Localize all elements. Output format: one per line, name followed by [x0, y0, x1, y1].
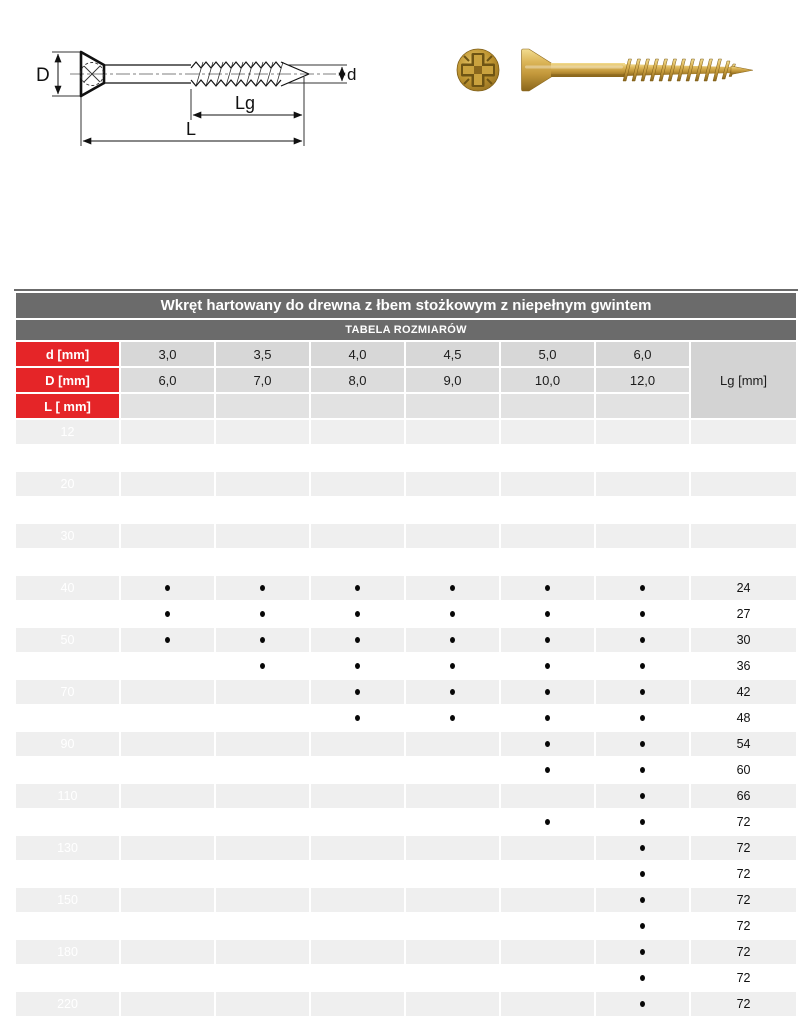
- availability-cell: [216, 654, 309, 678]
- length-label-cell: 200: [16, 966, 119, 990]
- availability-cell: [311, 966, 404, 990]
- availability-cell: [121, 992, 214, 1016]
- table-row: [16, 940, 796, 964]
- availability-dot-icon: [640, 715, 645, 721]
- availability-cell: [121, 836, 214, 860]
- header-L-label: L [ mm]: [16, 394, 119, 418]
- availability-cell: [311, 472, 404, 496]
- table-row: [16, 914, 796, 938]
- d-value-cell: 3,5: [216, 342, 309, 366]
- availability-dot-icon: [640, 663, 645, 669]
- availability-cell: [596, 992, 689, 1016]
- table-row: [16, 810, 796, 834]
- availability-dot-icon: [545, 663, 550, 669]
- table-row: [16, 836, 796, 860]
- availability-dot-icon: [355, 715, 360, 721]
- availability-cell: [121, 810, 214, 834]
- availability-cell: [121, 784, 214, 808]
- lg-value-cell: 42: [691, 680, 796, 704]
- availability-dot-icon: [165, 611, 170, 617]
- availability-cell: [501, 680, 594, 704]
- availability-dot-icon: [355, 611, 360, 617]
- availability-cell: [216, 446, 309, 470]
- availability-cell: [121, 758, 214, 782]
- availability-cell: [121, 914, 214, 938]
- availability-cell: [596, 654, 689, 678]
- availability-cell: [406, 810, 499, 834]
- lg-value-cell: 66: [691, 784, 796, 808]
- availability-cell: [216, 576, 309, 600]
- availability-cell: [406, 680, 499, 704]
- availability-cell: [216, 680, 309, 704]
- availability-dot-icon: [260, 585, 265, 591]
- availability-dot-icon: [260, 663, 265, 669]
- table-row: [16, 550, 796, 574]
- lg-value-cell: [691, 420, 796, 444]
- availability-cell: [121, 576, 214, 600]
- availability-cell: [406, 992, 499, 1016]
- length-label-cell: 100: [16, 758, 119, 782]
- availability-cell: [311, 836, 404, 860]
- availability-cell: [406, 550, 499, 574]
- size-table: [14, 291, 798, 1018]
- availability-dot-icon: [640, 585, 645, 591]
- availability-cell: [216, 940, 309, 964]
- header-lg-label: Lg [mm]: [691, 342, 796, 418]
- availability-cell: [596, 914, 689, 938]
- length-label-cell: 220: [16, 992, 119, 1016]
- table-row: [16, 888, 796, 912]
- availability-cell: [501, 524, 594, 548]
- table-row: [16, 628, 796, 652]
- length-label-cell: 160: [16, 914, 119, 938]
- availability-cell: [406, 498, 499, 522]
- availability-cell: [121, 862, 214, 886]
- availability-cell: [501, 784, 594, 808]
- availability-cell: [501, 628, 594, 652]
- length-label-cell: 50: [16, 628, 119, 652]
- length-label-cell: 90: [16, 732, 119, 756]
- screw-head-front-view: [457, 49, 499, 91]
- length-label-cell: 35: [16, 550, 119, 574]
- table-row: [16, 706, 796, 730]
- availability-dot-icon: [450, 611, 455, 617]
- availability-dot-icon: [450, 663, 455, 669]
- availability-dot-icon: [640, 767, 645, 773]
- availability-cell: [216, 810, 309, 834]
- length-label-cell: 130: [16, 836, 119, 860]
- availability-cell: [406, 654, 499, 678]
- availability-cell: [121, 498, 214, 522]
- availability-cell: [121, 628, 214, 652]
- dim-label-d: d: [347, 65, 357, 84]
- availability-cell: [121, 732, 214, 756]
- availability-cell: [311, 732, 404, 756]
- availability-cell: [216, 628, 309, 652]
- availability-dot-icon: [355, 585, 360, 591]
- availability-cell: [406, 758, 499, 782]
- availability-cell: [216, 862, 309, 886]
- length-label-cell: 70: [16, 680, 119, 704]
- size-table-head: [16, 293, 796, 418]
- availability-cell: [406, 836, 499, 860]
- availability-cell: [406, 524, 499, 548]
- availability-cell: [596, 836, 689, 860]
- availability-dot-icon: [545, 741, 550, 747]
- lg-value-cell: 54: [691, 732, 796, 756]
- availability-cell: [501, 810, 594, 834]
- table-row: [16, 654, 796, 678]
- availability-cell: [596, 550, 689, 574]
- D-value-cell: 7,0: [216, 368, 309, 392]
- availability-cell: [596, 420, 689, 444]
- table-row: [16, 992, 796, 1016]
- screw-side-view: [522, 49, 754, 91]
- availability-dot-icon: [640, 793, 645, 799]
- availability-cell: [216, 472, 309, 496]
- length-label-cell: 45: [16, 602, 119, 626]
- availability-cell: [406, 966, 499, 990]
- availability-cell: [216, 498, 309, 522]
- d-value-cell: 4,0: [311, 342, 404, 366]
- availability-dot-icon: [640, 611, 645, 617]
- lg-value-cell: 72: [691, 836, 796, 860]
- availability-dot-icon: [640, 871, 645, 877]
- table-row: [16, 784, 796, 808]
- availability-cell: [406, 862, 499, 886]
- availability-cell: [596, 706, 689, 730]
- availability-cell: [311, 602, 404, 626]
- dim-label-D: D: [36, 65, 50, 86]
- availability-cell: [501, 732, 594, 756]
- availability-cell: [311, 654, 404, 678]
- availability-dot-icon: [545, 637, 550, 643]
- availability-cell: [311, 940, 404, 964]
- length-label-cell: 110: [16, 784, 119, 808]
- lg-value-cell: [691, 472, 796, 496]
- availability-cell: [311, 420, 404, 444]
- lg-value-cell: 72: [691, 914, 796, 938]
- availability-cell: [216, 732, 309, 756]
- availability-cell: [406, 940, 499, 964]
- D-value-cell: 10,0: [501, 368, 594, 392]
- availability-cell: [596, 862, 689, 886]
- availability-dot-icon: [640, 923, 645, 929]
- lg-value-cell: 30: [691, 628, 796, 652]
- availability-cell: [501, 420, 594, 444]
- availability-dot-icon: [450, 585, 455, 591]
- length-label-cell: 16: [16, 446, 119, 470]
- availability-cell: [311, 498, 404, 522]
- availability-cell: [596, 602, 689, 626]
- lg-value-cell: [691, 498, 796, 522]
- availability-cell: [311, 550, 404, 574]
- availability-cell: [596, 498, 689, 522]
- availability-cell: [121, 550, 214, 574]
- availability-cell: [406, 888, 499, 912]
- availability-cell: [501, 602, 594, 626]
- dim-label-L: L: [186, 119, 197, 139]
- table-subtitle: TABELA ROZMIARÓW: [16, 320, 796, 340]
- availability-cell: [216, 784, 309, 808]
- lg-value-cell: 27: [691, 602, 796, 626]
- availability-cell: [216, 758, 309, 782]
- length-label-cell: 20: [16, 472, 119, 496]
- availability-cell: [596, 784, 689, 808]
- availability-cell: [501, 758, 594, 782]
- availability-cell: [121, 680, 214, 704]
- availability-cell: [311, 862, 404, 886]
- D-value-cell: 12,0: [596, 368, 689, 392]
- availability-dot-icon: [260, 637, 265, 643]
- availability-cell: [501, 914, 594, 938]
- table-row: [16, 602, 796, 626]
- availability-cell: [216, 836, 309, 860]
- availability-cell: [596, 680, 689, 704]
- availability-cell: [121, 524, 214, 548]
- availability-dot-icon: [640, 975, 645, 981]
- d-value-cell: 4,5: [406, 342, 499, 366]
- availability-cell: [216, 602, 309, 626]
- availability-cell: [406, 628, 499, 652]
- table-row: [16, 420, 796, 444]
- length-label-cell: 140: [16, 862, 119, 886]
- availability-cell: [406, 732, 499, 756]
- table-title: Wkręt hartowany do drewna z łbem stożkowym z niepełnym gwintem: [16, 293, 796, 318]
- availability-dot-icon: [640, 949, 645, 955]
- availability-cell: [596, 446, 689, 470]
- availability-dot-icon: [355, 663, 360, 669]
- availability-dot-icon: [545, 767, 550, 773]
- availability-cell: [121, 706, 214, 730]
- availability-cell: [501, 888, 594, 912]
- availability-cell: [311, 810, 404, 834]
- length-label-cell: 150: [16, 888, 119, 912]
- availability-cell: [121, 420, 214, 444]
- availability-dot-icon: [165, 585, 170, 591]
- availability-cell: [121, 446, 214, 470]
- availability-cell: [501, 862, 594, 886]
- availability-cell: [501, 992, 594, 1016]
- availability-dot-icon: [640, 689, 645, 695]
- availability-cell: [406, 784, 499, 808]
- table-row: [16, 680, 796, 704]
- length-label-cell: 25: [16, 498, 119, 522]
- availability-cell: [596, 524, 689, 548]
- lg-value-cell: 72: [691, 888, 796, 912]
- lg-value-cell: 72: [691, 940, 796, 964]
- availability-cell: [596, 576, 689, 600]
- d-value-cell: 6,0: [596, 342, 689, 366]
- lg-value-cell: 36: [691, 654, 796, 678]
- availability-cell: [121, 888, 214, 912]
- availability-dot-icon: [545, 715, 550, 721]
- availability-cell: [311, 524, 404, 548]
- availability-cell: [121, 602, 214, 626]
- table-row: [16, 524, 796, 548]
- availability-cell: [501, 966, 594, 990]
- availability-cell: [501, 498, 594, 522]
- availability-cell: [596, 966, 689, 990]
- D-value-cell: 6,0: [121, 368, 214, 392]
- d-value-cell: 3,0: [121, 342, 214, 366]
- availability-cell: [501, 472, 594, 496]
- availability-cell: [501, 550, 594, 574]
- lg-value-cell: 72: [691, 862, 796, 886]
- lg-value-cell: 72: [691, 810, 796, 834]
- lg-value-cell: [691, 550, 796, 574]
- table-row: [16, 732, 796, 756]
- dim-label-Lg: Lg: [235, 93, 256, 113]
- availability-cell: [406, 706, 499, 730]
- availability-cell: [311, 706, 404, 730]
- availability-cell: [501, 836, 594, 860]
- length-label-cell: 40: [16, 576, 119, 600]
- lg-value-cell: [691, 446, 796, 470]
- table-row: [16, 446, 796, 470]
- availability-cell: [406, 420, 499, 444]
- availability-cell: [311, 758, 404, 782]
- availability-dot-icon: [640, 1001, 645, 1007]
- availability-cell: [216, 706, 309, 730]
- availability-cell: [121, 654, 214, 678]
- D-value-cell: 8,0: [311, 368, 404, 392]
- availability-cell: [216, 888, 309, 912]
- availability-cell: [596, 758, 689, 782]
- availability-dot-icon: [640, 819, 645, 825]
- D-value-cell: 9,0: [406, 368, 499, 392]
- availability-dot-icon: [640, 741, 645, 747]
- table-row: [16, 966, 796, 990]
- header-d-label: d [mm]: [16, 342, 119, 366]
- availability-cell: [596, 810, 689, 834]
- length-label-cell: 180: [16, 940, 119, 964]
- size-table-section: [14, 289, 798, 1018]
- availability-dot-icon: [545, 819, 550, 825]
- availability-dot-icon: [640, 845, 645, 851]
- lg-value-cell: 72: [691, 966, 796, 990]
- availability-cell: [311, 914, 404, 938]
- header-D-label: D [mm]: [16, 368, 119, 392]
- screw-technical-drawing: [14, 5, 404, 155]
- availability-cell: [501, 940, 594, 964]
- availability-dot-icon: [640, 897, 645, 903]
- table-row: [16, 576, 796, 600]
- availability-dot-icon: [450, 715, 455, 721]
- size-table-body: [16, 420, 796, 1016]
- table-row: [16, 862, 796, 886]
- availability-cell: [596, 940, 689, 964]
- lg-value-cell: 72: [691, 992, 796, 1016]
- availability-dot-icon: [545, 585, 550, 591]
- availability-cell: [121, 940, 214, 964]
- availability-cell: [596, 888, 689, 912]
- table-row: [16, 498, 796, 522]
- availability-cell: [121, 966, 214, 990]
- availability-cell: [406, 472, 499, 496]
- availability-cell: [311, 576, 404, 600]
- lg-value-cell: 60: [691, 758, 796, 782]
- availability-cell: [216, 420, 309, 444]
- availability-cell: [216, 992, 309, 1016]
- length-label-cell: 120: [16, 810, 119, 834]
- lg-value-cell: 24: [691, 576, 796, 600]
- availability-cell: [596, 628, 689, 652]
- availability-dot-icon: [165, 637, 170, 643]
- availability-dot-icon: [355, 689, 360, 695]
- availability-cell: [596, 732, 689, 756]
- length-label-cell: 12: [16, 420, 119, 444]
- availability-dot-icon: [545, 689, 550, 695]
- availability-dot-icon: [450, 689, 455, 695]
- availability-cell: [216, 914, 309, 938]
- availability-cell: [501, 446, 594, 470]
- availability-cell: [311, 628, 404, 652]
- d-value-cell: 5,0: [501, 342, 594, 366]
- availability-dot-icon: [260, 611, 265, 617]
- length-label-cell: 30: [16, 524, 119, 548]
- availability-dot-icon: [545, 611, 550, 617]
- availability-cell: [311, 446, 404, 470]
- screw-product-photo: [435, 38, 780, 110]
- availability-cell: [311, 888, 404, 912]
- availability-cell: [216, 550, 309, 574]
- table-row: [16, 472, 796, 496]
- lg-value-cell: 48: [691, 706, 796, 730]
- availability-cell: [121, 472, 214, 496]
- availability-cell: [596, 472, 689, 496]
- availability-cell: [406, 602, 499, 626]
- availability-dot-icon: [355, 637, 360, 643]
- length-label-cell: 80: [16, 706, 119, 730]
- availability-cell: [311, 992, 404, 1016]
- availability-cell: [406, 446, 499, 470]
- table-row: [16, 758, 796, 782]
- lg-value-cell: [691, 524, 796, 548]
- availability-cell: [311, 784, 404, 808]
- availability-cell: [501, 654, 594, 678]
- length-label-cell: 60: [16, 654, 119, 678]
- availability-cell: [216, 524, 309, 548]
- availability-cell: [501, 576, 594, 600]
- availability-dot-icon: [450, 637, 455, 643]
- availability-cell: [406, 576, 499, 600]
- availability-cell: [406, 914, 499, 938]
- availability-cell: [501, 706, 594, 730]
- availability-cell: [216, 966, 309, 990]
- availability-dot-icon: [640, 637, 645, 643]
- availability-cell: [311, 680, 404, 704]
